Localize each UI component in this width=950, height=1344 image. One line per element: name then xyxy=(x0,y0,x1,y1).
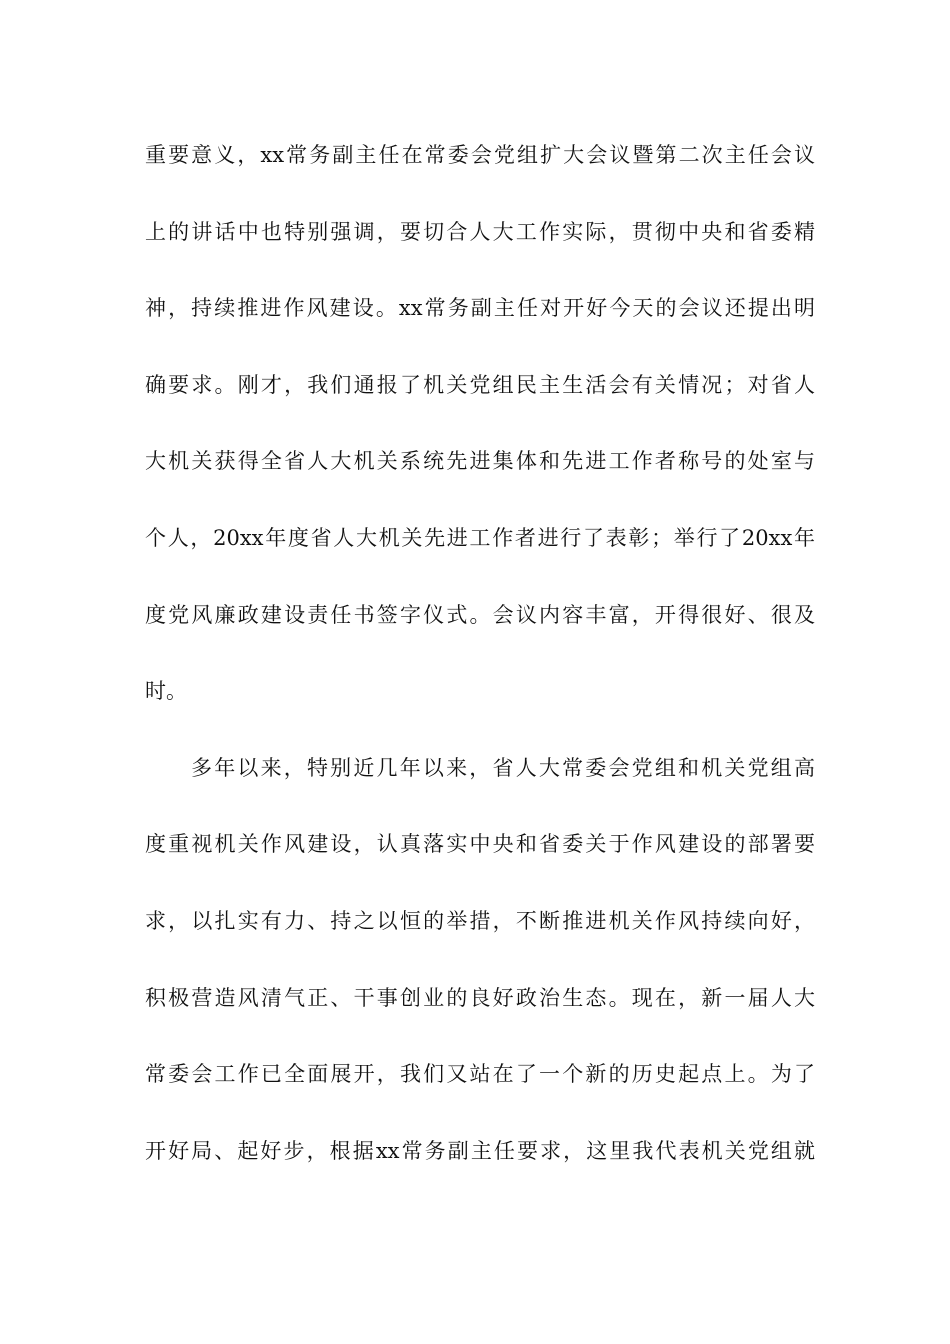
text-line: 度重视机关作风建设，认真落实中央和省委关于作风建设的部署要 xyxy=(145,832,815,857)
text-line: 大机关获得全省人大机关系统先进集体和先进工作者称号的处室与 xyxy=(145,449,815,474)
paragraph-2 xyxy=(145,743,815,1177)
paragraph-1 xyxy=(145,130,815,717)
text-line: 个人，20xx年度省人大机关先进工作者进行了表彰；举行了20xx年 xyxy=(145,525,815,550)
text-line: 上的讲话中也特别强调，要切合人大工作实际，贯彻中央和省委精 xyxy=(145,219,815,244)
body-text xyxy=(145,130,815,1202)
text-line: 积极营造风清气正、干事创业的良好政治生态。现在，新一届人大 xyxy=(145,985,815,1010)
text-line: 多年以来，特别近几年以来，省人大常委会党组和机关党组高 xyxy=(191,755,815,780)
text-line: 求，以扎实有力、持之以恒的举措，不断推进机关作风持续向好， xyxy=(145,908,815,933)
text-line: 开好局、起好步，根据xx常务副主任要求，这里我代表机关党组就 xyxy=(145,1138,815,1163)
text-line: 时。 xyxy=(145,679,187,704)
text-line: 神，持续推进作风建设。xx常务副主任对开好今天的会议还提出明 xyxy=(145,296,815,321)
text-line: 常委会工作已全面展开，我们又站在了一个新的历史起点上。为了 xyxy=(145,1062,815,1087)
text-line: 度党风廉政建设责任书签字仪式。会议内容丰富，开得很好、很及 xyxy=(145,602,815,627)
text-line: 重要意义，xx常务副主任在常委会党组扩大会议暨第二次主任会议 xyxy=(145,143,815,167)
text-line: 确要求。刚才，我们通报了机关党组民主生活会有关情况；对省人 xyxy=(145,372,815,397)
